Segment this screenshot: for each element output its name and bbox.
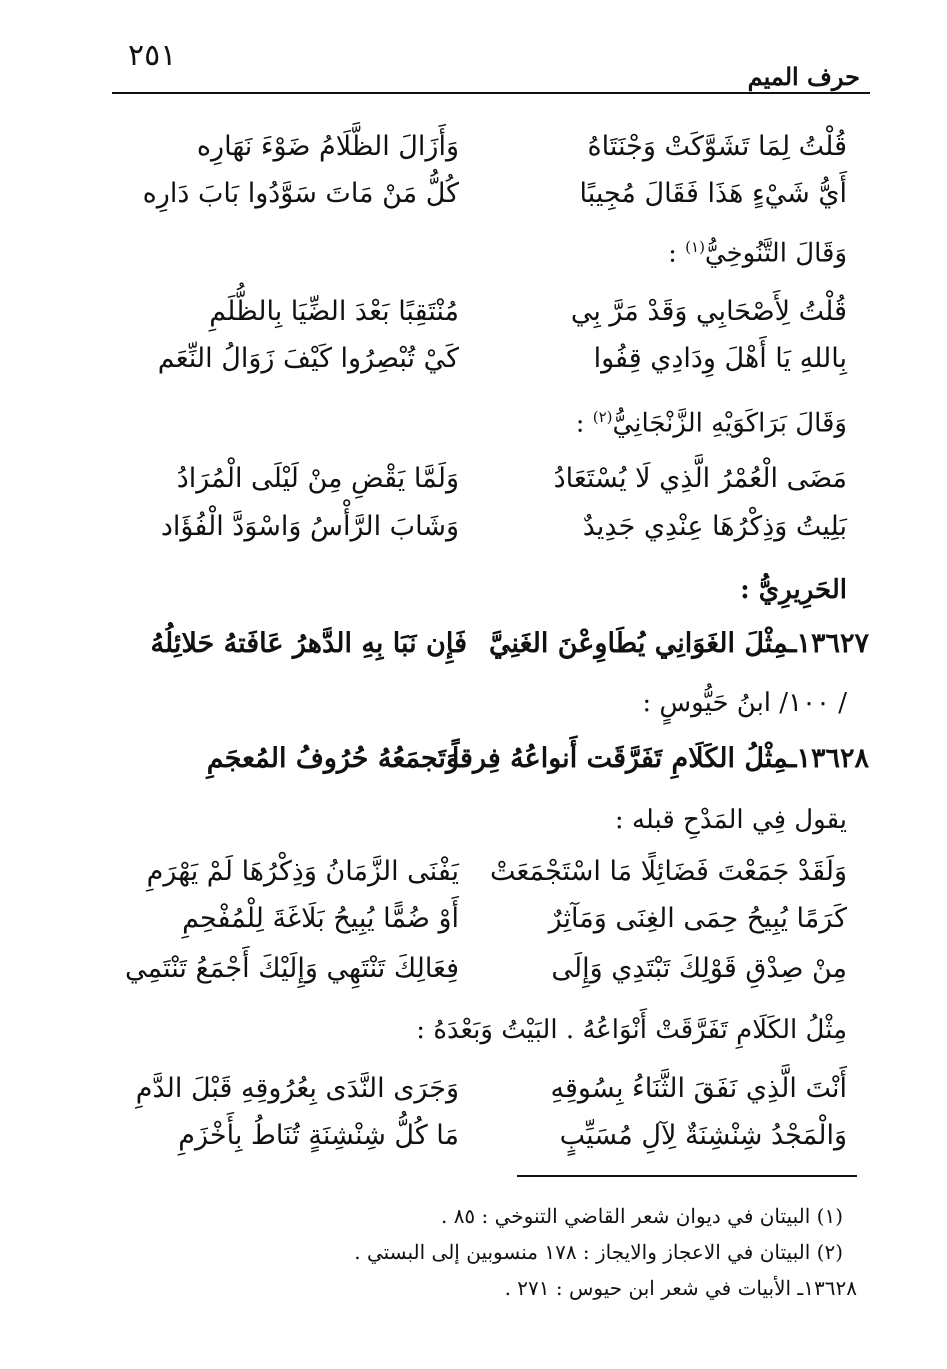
verse-10-first-hemistich: أَنْتَ الَّذِي نَفَقَ الثَّنَاءُ بِسُوقِهِ [550,1073,847,1104]
proverb-13628-first [452,745,869,772]
verse-11-first-hemistich: وَالْمَجْدُ شِنْشِنَةٌ لِآلِ مُسَيِّبٍ [559,1120,847,1151]
intro-colon: : [614,805,632,835]
attribution-hariri [740,575,847,605]
verse-1-first-hemistich: قُلْتُ لِمَا تَشَوَّكَتْ وَجْنَتَاهُ [587,131,847,162]
verse-9-first-hemistich: مِنْ صِدْقِ قَوْلِكَ تَبْتَدِي وَإِلَى [551,953,847,984]
footnote-3: ١٣٦٢٨ـ الأبيات في شعر ابن حيوس : ٢٧١ . [504,1276,857,1300]
running-title: حرف الميم [747,62,860,91]
attribution-zanjani [576,408,847,439]
proverb-hemistich: مِثْلُ الكَلَامِ تَفَرَّقَت أَنواعُهُ فِرقاً [451,743,789,774]
verse-11-second-hemistich: مَا كُلُّ شِنْشِنَةٍ تُنَاطُ بِأَخْزَمِ [178,1120,459,1151]
attribution-colon: : [740,575,759,605]
proverb-13628-second: وَتَجمَعُهُ حُرُوفُ المُعجَمِ [206,743,459,774]
header-rule [112,92,870,94]
verse-8-first-hemistich: كَرَمًا يُبِيحُ حِمَى الغِنَى وَمَآثِرٌ [548,903,847,934]
verse-4-second-hemistich: كَيْ تُبْصِرُوا كَيْفَ زَوَالُ النِّعَم [157,343,459,374]
proverb-13627-first [489,630,869,657]
verse-8-second-hemistich: أَوْ ضُمًّا يُبِيحُ بَلَاغَةَ لِلْمُفْحِمِ [182,903,459,934]
verse-7-first-hemistich: وَلَقَدْ جَمَعْتَ فَضَائِلًا مَا اسْتَجْمَعَتْ [490,856,847,887]
attribution-ibn-hayyus [642,688,847,718]
intro-text: مِثْلُ الكَلَامِ تَفَرَّقَتْ أَنْوَاعُهُ . البَيْتُ وَبَعْدَهُ [433,1015,847,1045]
proverb-number: ١٣٦٢٨ـ [788,743,869,774]
intro-text: يقول فِي المَدْحِ قبله [631,805,847,835]
verse-1-second-hemistich: وَأَزَالَ الظَّلَامُ ضَوْءَ نَهَارِه [196,131,459,162]
footnote-ref-1: (١) [685,238,705,256]
attribution-text: / ١٠٠/ ابنُ حَيُّوسٍ [659,688,847,718]
attribution-colon: : [575,408,593,439]
footnote-ref-2: (٢) [592,408,613,426]
intro-madh [615,805,847,835]
attribution-colon: : [642,688,660,718]
verse-3-second-hemistich: مُنْتَقِبًا بَعْدَ الضِّيَا بِالظُّلَمِ [209,296,459,327]
verse-7-second-hemistich: يَفْنَى الزَّمَانُ وَذِكْرُهَا لَمْ يَهْرَمِ [146,856,459,887]
intro-verse-continuation [416,1015,847,1045]
verse-2-first-hemistich: أَيُّ شَيْءٍ هَذَا فَقَالَ مُجِيبًا [579,178,847,209]
verse-5-second-hemistich: وَلَمَّا يَقْضِ مِنْ لَيْلَى الْمُرَادُ [176,463,459,494]
verse-10-second-hemistich: وَجَرَى النَّدَى بِعُرُوقِهِ قَبْلَ الدَّمِ [135,1073,459,1104]
attribution-text: وَقَالَ بَرَاكَوَيْهِ الزَّنْجَانِيُّ [612,408,847,439]
page-number: ٢٥١ [128,38,177,73]
attribution-tanukhi [668,238,847,269]
footnote-rule [517,1175,857,1177]
verse-4-first-hemistich: بِاللهِ يَا أَهْلَ وِدَادِي قِفُوا [593,343,847,374]
verse-5-first-hemistich: مَضَى الْعُمْرُ الَّذِي لَا يُسْتَعَادُ [553,463,847,494]
proverb-13627-second: فَإِن نَبَا بِهِ الدَّهرُ عَافَتهُ حَلائِلُهُ [150,628,467,659]
verse-6-second-hemistich: وَشَابَ الرَّأْسُ وَاسْوَدَّ الْفُؤَاد [160,511,459,542]
proverb-hemistich: مِثْلَ الغَوَانِي يُطَاوِعْنَ الغَنِيَّ [488,628,789,659]
verse-3-first-hemistich: قُلْتُ لِأَصْحَابِي وَقَدْ مَرَّ بِي [570,296,847,327]
verse-9-second-hemistich: فِعَالِكَ تَنْتَهِي وَإِلَيْكَ أَجْمَعُ تَنْتَمِي [125,953,459,984]
footnote-2: (٢) البيتان في الاعجاز والايجاز : ١٧٨ منسوبين إلى البستي . [354,1240,843,1264]
attribution-text: وَقَالَ التَّنُوخِيُّ [704,238,847,269]
footnote-1: (١) البيتان في ديوان شعر القاضي التنوخي : ٨٥ . [440,1204,843,1228]
proverb-number: ١٣٦٢٧ـ [788,628,869,659]
verse-6-first-hemistich: بَلِيتُ وَذِكْرُهَا عِنْدِي جَدِيدٌ [582,511,847,542]
intro-colon: : [416,1015,434,1045]
verse-2-second-hemistich: كُلُّ مَنْ مَاتَ سَوَّدُوا بَابَ دَارِه [142,178,459,209]
attribution-text: الحَرِيرِيُّ [758,575,847,605]
attribution-colon: : [668,238,686,269]
